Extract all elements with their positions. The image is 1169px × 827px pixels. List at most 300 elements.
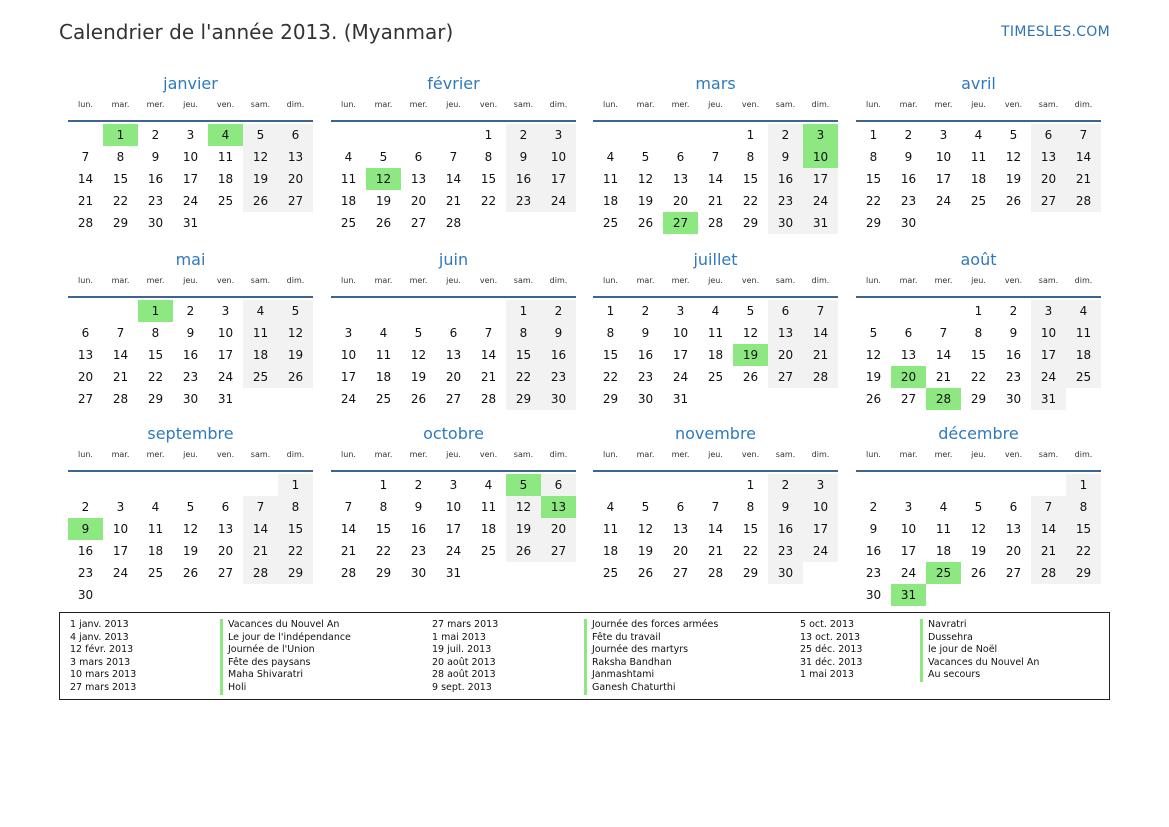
weekday-label: mar.	[374, 450, 393, 459]
day-cell: 8	[151, 326, 160, 340]
day-cell: 20	[445, 370, 462, 384]
weekday-header	[68, 100, 313, 120]
day-cell: 25	[602, 216, 619, 230]
day-cell: 25	[970, 194, 987, 208]
day-cell: 29	[147, 392, 164, 406]
day-cell: 30	[182, 392, 199, 406]
day-cell: 17	[935, 172, 952, 186]
day-cell: 4	[606, 500, 615, 514]
holiday-day-cell: 19	[733, 344, 768, 366]
day-cell: 3	[186, 128, 195, 142]
weekday-label: lun.	[603, 450, 618, 459]
month-calendar	[68, 250, 313, 410]
day-cell: 30	[768, 212, 803, 234]
day-grid	[331, 300, 576, 410]
empty-cell	[891, 300, 926, 322]
day-cell: 8	[506, 322, 541, 344]
day-cell: 2	[768, 124, 803, 146]
empty-cell	[996, 474, 1031, 496]
weekday-label: jeu.	[446, 100, 461, 109]
day-cell: 6	[278, 124, 313, 146]
weekday-label: jeu.	[971, 276, 986, 285]
day-cell: 12	[970, 522, 987, 536]
day-cell: 4	[606, 150, 615, 164]
month-calendar	[856, 74, 1101, 234]
weekday-header	[331, 100, 576, 120]
day-cell: 3	[803, 474, 838, 496]
day-cell: 26	[375, 216, 392, 230]
weekday-label: mer.	[671, 100, 690, 109]
day-cell: 18	[602, 544, 619, 558]
day-cell: 18	[935, 544, 952, 558]
empty-cell	[68, 124, 103, 146]
empty-cell	[926, 300, 961, 322]
day-cell: 30	[541, 388, 576, 410]
day-cell: 12	[278, 322, 313, 344]
day-cell: 15	[506, 344, 541, 366]
weekday-label: lun.	[603, 100, 618, 109]
day-cell: 17	[445, 522, 462, 536]
day-cell: 11	[217, 150, 234, 164]
day-cell: 10	[112, 522, 129, 536]
month-name: août	[960, 250, 997, 269]
day-cell: 6	[1031, 124, 1066, 146]
weekday-label: dim.	[811, 276, 830, 285]
weekday-label: ven.	[741, 100, 760, 109]
day-cell: 21	[1031, 540, 1066, 562]
header-rule	[593, 120, 838, 122]
legend-holiday-name: Navratri	[920, 619, 1039, 632]
day-cell: 25	[147, 566, 164, 580]
day-cell: 20	[672, 544, 689, 558]
day-cell: 22	[112, 194, 129, 208]
day-cell: 21	[707, 544, 724, 558]
day-cell: 22	[506, 366, 541, 388]
day-cell: 17	[541, 168, 576, 190]
day-cell: 3	[1031, 300, 1066, 322]
day-cell: 5	[243, 124, 278, 146]
day-cell: 28	[1031, 562, 1066, 584]
weekday-label: dim.	[549, 450, 568, 459]
legend-date: 12 févr. 2013	[70, 644, 134, 656]
day-cell: 11	[707, 326, 724, 340]
header-rule	[856, 120, 1101, 122]
day-cell: 14	[707, 522, 724, 536]
day-cell: 2	[768, 474, 803, 496]
weekday-label: mar.	[111, 276, 130, 285]
day-cell: 14	[1066, 146, 1101, 168]
header-rule	[331, 470, 576, 472]
weekday-header	[593, 100, 838, 120]
day-cell: 12	[637, 522, 654, 536]
day-cell: 24	[803, 190, 838, 212]
weekday-label: ven.	[216, 276, 235, 285]
day-cell: 26	[410, 392, 427, 406]
day-grid	[68, 300, 313, 410]
weekday-header	[593, 276, 838, 296]
weekday-label: ven.	[1004, 276, 1023, 285]
day-cell: 11	[480, 500, 497, 514]
day-cell: 26	[970, 566, 987, 580]
month-calendar	[593, 424, 838, 584]
day-cell: 7	[1066, 124, 1101, 146]
day-cell: 7	[116, 326, 125, 340]
day-cell: 20	[1031, 168, 1066, 190]
day-cell: 21	[340, 544, 357, 558]
day-cell: 6	[1009, 500, 1018, 514]
day-cell: 1	[746, 478, 755, 492]
day-cell: 22	[1066, 540, 1101, 562]
day-cell: 19	[243, 168, 278, 190]
day-cell: 13	[278, 146, 313, 168]
empty-cell	[173, 474, 208, 496]
day-cell: 7	[344, 500, 353, 514]
day-cell: 30	[77, 588, 94, 602]
holiday-day-cell: 4	[208, 124, 243, 146]
empty-cell	[68, 474, 103, 496]
day-grid	[856, 474, 1101, 606]
day-cell: 27	[217, 566, 234, 580]
holiday-day-cell: 25	[926, 562, 961, 584]
day-cell: 20	[410, 194, 427, 208]
day-cell: 23	[147, 194, 164, 208]
day-cell: 19	[865, 370, 882, 384]
day-cell: 10	[672, 326, 689, 340]
day-cell: 4	[939, 500, 948, 514]
weekday-label: mar.	[111, 100, 130, 109]
day-cell: 2	[151, 128, 160, 142]
header-rule	[856, 296, 1101, 298]
holiday-day-cell: 5	[506, 474, 541, 496]
weekday-label: dim.	[811, 450, 830, 459]
day-cell: 20	[768, 344, 803, 366]
weekday-label: ven.	[479, 276, 498, 285]
day-cell: 27	[768, 366, 803, 388]
holiday-day-cell: 10	[803, 146, 838, 168]
day-cell: 18	[1066, 344, 1101, 366]
weekday-label: lun.	[78, 450, 93, 459]
day-cell: 18	[970, 172, 987, 186]
day-cell: 3	[221, 304, 230, 318]
day-cell: 4	[151, 500, 160, 514]
weekday-label: mer.	[934, 450, 953, 459]
day-cell: 5	[414, 326, 423, 340]
weekday-label: sam.	[513, 276, 534, 285]
day-cell: 3	[344, 326, 353, 340]
day-cell: 15	[112, 172, 129, 186]
day-cell: 11	[602, 172, 619, 186]
day-cell: 23	[768, 540, 803, 562]
day-cell: 8	[606, 326, 615, 340]
day-cell: 6	[449, 326, 458, 340]
weekday-label: mar.	[111, 450, 130, 459]
day-cell: 15	[147, 348, 164, 362]
day-cell: 18	[243, 344, 278, 366]
day-cell: 16	[77, 544, 94, 558]
day-cell: 29	[602, 392, 619, 406]
day-cell: 26	[182, 566, 199, 580]
weekday-label: sam.	[1038, 450, 1059, 459]
day-cell: 2	[541, 300, 576, 322]
day-cell: 23	[768, 190, 803, 212]
month-name: juillet	[693, 250, 738, 269]
day-cell: 26	[506, 540, 541, 562]
day-cell: 7	[449, 150, 458, 164]
header-rule	[331, 296, 576, 298]
day-cell: 9	[151, 150, 160, 164]
day-cell: 12	[243, 146, 278, 168]
day-cell: 30	[865, 588, 882, 602]
day-cell: 10	[217, 326, 234, 340]
day-cell: 29	[1066, 562, 1101, 584]
day-cell: 1	[1066, 474, 1101, 496]
weekday-label: mer.	[671, 450, 690, 459]
day-cell: 8	[484, 150, 493, 164]
day-cell: 15	[865, 172, 882, 186]
day-cell: 27	[1005, 566, 1022, 580]
holiday-day-cell: 13	[541, 496, 576, 518]
day-cell: 23	[900, 194, 917, 208]
day-cell: 24	[935, 194, 952, 208]
legend-date: 19 juil. 2013	[432, 644, 492, 656]
weekday-label: sam.	[250, 276, 271, 285]
month-name: juin	[438, 250, 469, 269]
day-cell: 27	[541, 540, 576, 562]
day-cell: 27	[77, 392, 94, 406]
legend-names-column	[220, 619, 351, 695]
day-cell: 12	[865, 348, 882, 362]
day-cell: 13	[410, 172, 427, 186]
empty-cell	[663, 474, 698, 496]
day-cell: 15	[480, 172, 497, 186]
weekday-label: sam.	[1038, 100, 1059, 109]
day-cell: 5	[869, 326, 878, 340]
legend-date: 5 oct. 2013	[800, 619, 855, 630]
day-cell: 18	[375, 370, 392, 384]
day-grid	[593, 474, 838, 584]
day-cell: 23	[506, 190, 541, 212]
weekday-label: sam.	[250, 100, 271, 109]
legend-holiday-name: Journée des martyrs	[584, 644, 718, 657]
day-cell: 25	[602, 566, 619, 580]
header-rule	[68, 120, 313, 122]
day-cell: 14	[707, 172, 724, 186]
day-cell: 24	[340, 392, 357, 406]
weekday-label: ven.	[1004, 450, 1023, 459]
day-cell: 22	[375, 544, 392, 558]
legend-holiday-name: Maha Shivaratri	[220, 669, 351, 682]
day-cell: 22	[970, 370, 987, 384]
legend-date: 31 déc. 2013	[800, 656, 863, 668]
legend-holiday-name: Vacances du Nouvel An	[220, 619, 351, 632]
day-cell: 27	[278, 190, 313, 212]
day-cell: 8	[116, 150, 125, 164]
weekday-label: mer.	[409, 450, 428, 459]
day-cell: 16	[1005, 348, 1022, 362]
empty-cell	[243, 474, 278, 496]
weekday-label: jeu.	[446, 276, 461, 285]
day-cell: 10	[340, 348, 357, 362]
day-cell: 22	[742, 544, 759, 558]
day-cell: 4	[484, 478, 493, 492]
day-cell: 19	[1005, 172, 1022, 186]
weekday-label: ven.	[216, 100, 235, 109]
weekday-label: mer.	[671, 276, 690, 285]
empty-cell	[593, 474, 628, 496]
day-cell: 7	[711, 500, 720, 514]
day-cell: 24	[900, 566, 917, 580]
legend-date: 4 janv. 2013	[70, 631, 129, 643]
day-cell: 5	[1009, 128, 1018, 142]
day-cell: 23	[865, 566, 882, 580]
day-cell: 14	[935, 348, 952, 362]
day-cell: 21	[112, 370, 129, 384]
day-cell: 25	[217, 194, 234, 208]
weekday-label: jeu.	[446, 450, 461, 459]
day-cell: 31	[672, 392, 689, 406]
weekday-label: lun.	[78, 276, 93, 285]
empty-cell	[698, 124, 733, 146]
holiday-day-cell: 1	[138, 300, 173, 322]
weekday-label: ven.	[216, 450, 235, 459]
day-cell: 23	[541, 366, 576, 388]
month-calendar	[593, 74, 838, 234]
weekday-header	[68, 276, 313, 296]
day-cell: 16	[768, 518, 803, 540]
day-cell: 22	[602, 370, 619, 384]
day-cell: 15	[970, 348, 987, 362]
day-cell: 18	[147, 544, 164, 558]
day-cell: 29	[742, 216, 759, 230]
empty-cell	[103, 474, 138, 496]
day-cell: 7	[484, 326, 493, 340]
day-cell: 30	[410, 566, 427, 580]
weekday-label: jeu.	[183, 276, 198, 285]
day-cell: 4	[1066, 300, 1101, 322]
weekday-label: jeu.	[971, 450, 986, 459]
day-cell: 6	[676, 500, 685, 514]
weekday-header	[593, 450, 838, 470]
day-cell: 20	[77, 370, 94, 384]
weekday-label: dim.	[1074, 450, 1093, 459]
weekday-label: sam.	[513, 450, 534, 459]
day-cell: 24	[445, 544, 462, 558]
day-cell: 14	[803, 322, 838, 344]
day-cell: 15	[742, 172, 759, 186]
day-cell: 15	[375, 522, 392, 536]
day-cell: 29	[375, 566, 392, 580]
day-cell: 20	[217, 544, 234, 558]
day-cell: 7	[711, 150, 720, 164]
day-cell: 13	[77, 348, 94, 362]
day-cell: 21	[707, 194, 724, 208]
day-cell: 1	[606, 304, 615, 318]
day-cell: 28	[340, 566, 357, 580]
brand-link[interactable]: TIMESLES.COM	[1001, 24, 1110, 40]
month-name: janvier	[163, 74, 218, 93]
day-cell: 26	[865, 392, 882, 406]
weekday-label: mer.	[146, 276, 165, 285]
header-rule	[331, 120, 576, 122]
day-cell: 18	[217, 172, 234, 186]
day-cell: 24	[803, 540, 838, 562]
day-cell: 5	[379, 150, 388, 164]
empty-cell	[891, 474, 926, 496]
day-cell: 4	[243, 300, 278, 322]
holiday-day-cell: 31	[891, 584, 926, 606]
empty-cell	[698, 474, 733, 496]
month-name: octobre	[423, 424, 484, 443]
legend-date: 1 mai 2013	[432, 631, 486, 643]
day-cell: 2	[904, 128, 913, 142]
month-calendar	[593, 250, 838, 410]
day-cell: 17	[217, 348, 234, 362]
weekday-label: lun.	[603, 276, 618, 285]
day-cell: 28	[112, 392, 129, 406]
day-cell: 12	[1005, 150, 1022, 164]
day-cell: 1	[746, 128, 755, 142]
month-name: mars	[695, 74, 736, 93]
holiday-day-cell: 20	[891, 366, 926, 388]
day-cell: 17	[672, 348, 689, 362]
day-cell: 4	[711, 304, 720, 318]
day-cell: 12	[742, 326, 759, 340]
day-cell: 29	[278, 562, 313, 584]
day-cell: 14	[480, 348, 497, 362]
header-rule	[68, 296, 313, 298]
month-name: novembre	[674, 424, 757, 443]
empty-cell	[471, 300, 506, 322]
header-rule	[593, 470, 838, 472]
weekday-label: dim.	[286, 276, 305, 285]
day-cell: 2	[506, 124, 541, 146]
day-cell: 25	[707, 370, 724, 384]
day-cell: 5	[278, 300, 313, 322]
day-cell: 29	[506, 388, 541, 410]
day-cell: 14	[77, 172, 94, 186]
weekday-label: jeu.	[183, 100, 198, 109]
day-cell: 21	[803, 344, 838, 366]
day-cell: 19	[278, 344, 313, 366]
legend-date: 20 août 2013	[432, 656, 496, 668]
weekday-label: sam.	[1038, 276, 1059, 285]
empty-cell	[401, 300, 436, 322]
day-cell: 21	[935, 370, 952, 384]
day-cell: 5	[641, 500, 650, 514]
day-cell: 4	[344, 150, 353, 164]
day-cell: 30	[900, 216, 917, 230]
empty-cell	[208, 474, 243, 496]
day-cell: 21	[243, 540, 278, 562]
day-cell: 21	[480, 370, 497, 384]
weekday-header	[331, 450, 576, 470]
day-cell: 31	[182, 216, 199, 230]
day-cell: 22	[480, 194, 497, 208]
day-cell: 21	[1066, 168, 1101, 190]
day-cell: 16	[147, 172, 164, 186]
weekday-label: sam.	[775, 450, 796, 459]
weekday-label: dim.	[1074, 276, 1093, 285]
day-cell: 2	[869, 500, 878, 514]
day-cell: 25	[480, 544, 497, 558]
empty-cell	[68, 300, 103, 322]
day-cell: 9	[869, 522, 878, 536]
weekday-label: jeu.	[708, 100, 723, 109]
day-cell: 14	[243, 518, 278, 540]
weekday-label: mar.	[374, 276, 393, 285]
day-cell: 10	[803, 496, 838, 518]
day-cell: 30	[1005, 392, 1022, 406]
